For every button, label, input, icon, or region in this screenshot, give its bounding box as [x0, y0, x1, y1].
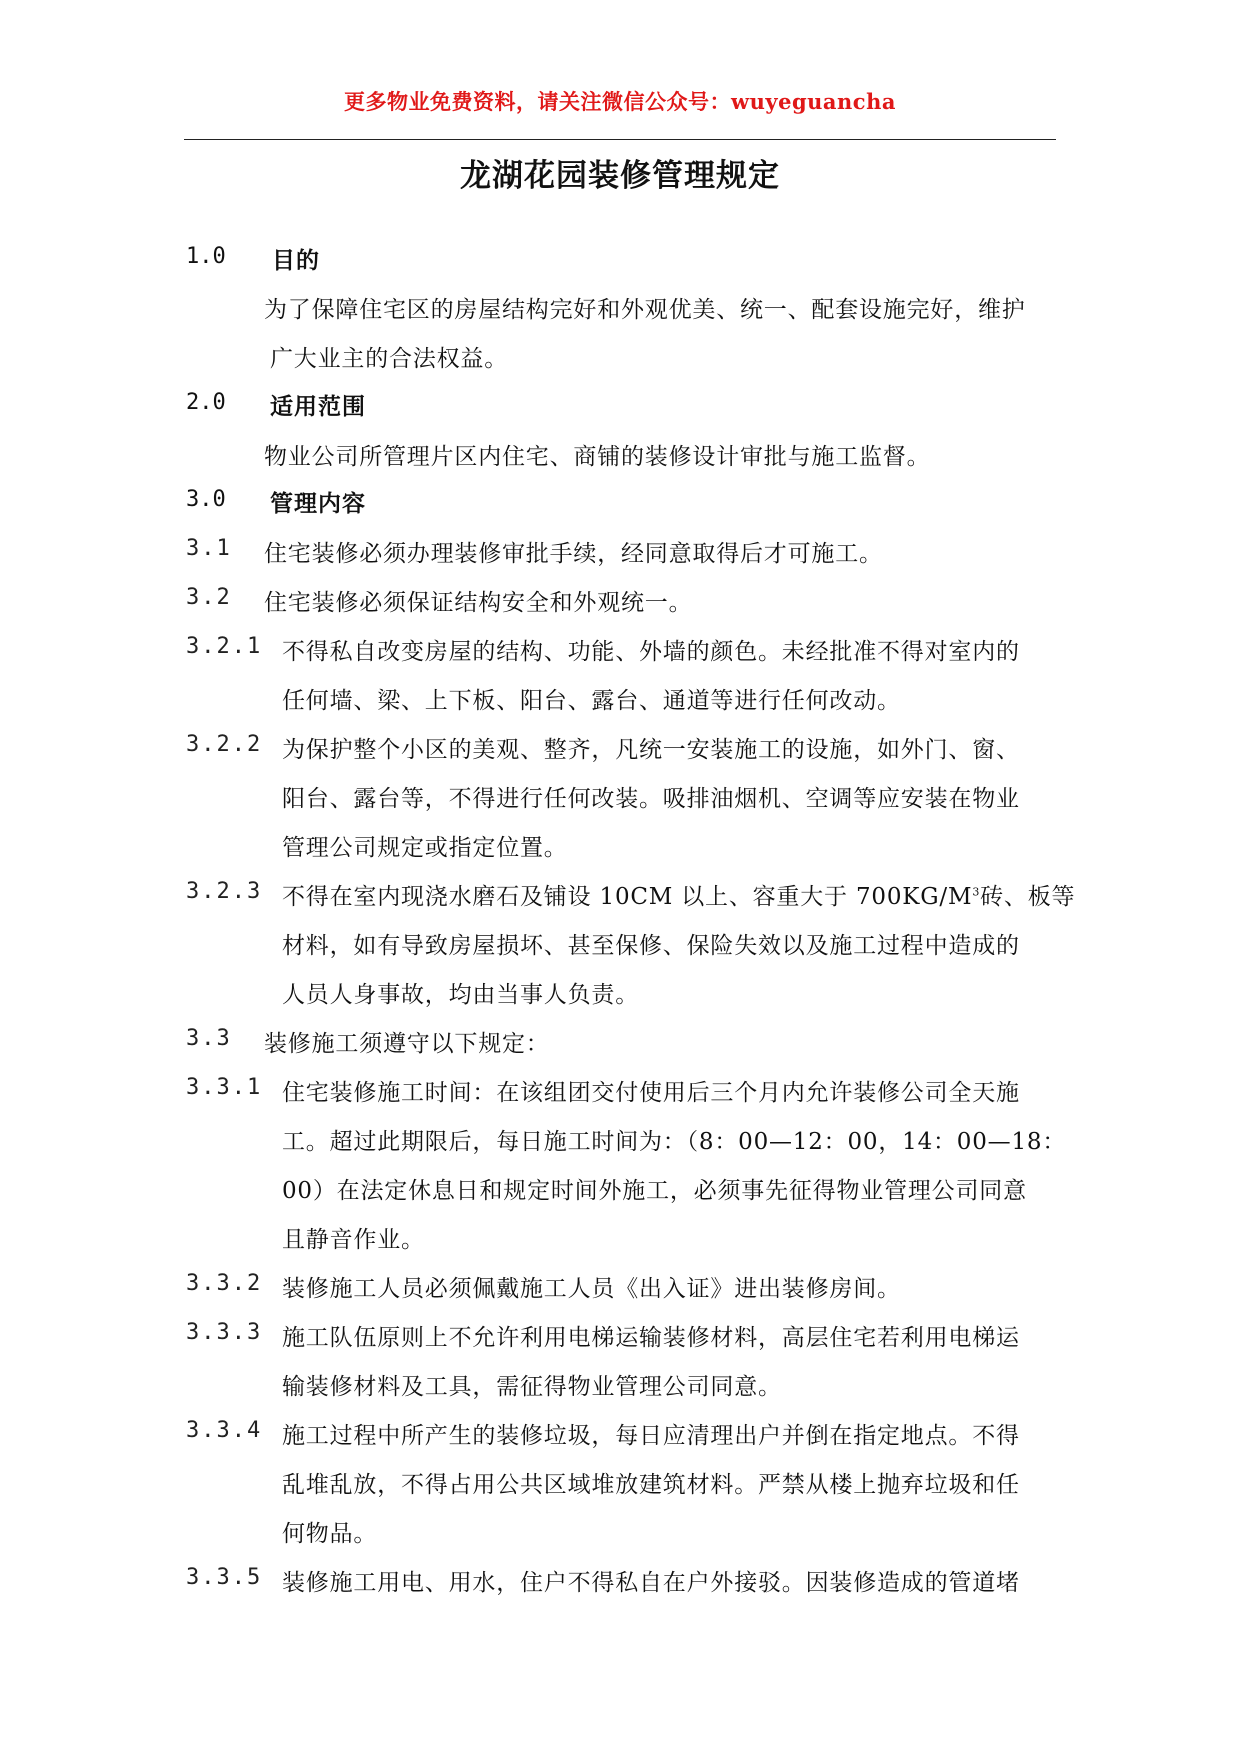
clause-number: 3.3.1: [186, 1075, 263, 1100]
paragraph-line: 不得私自改变房屋的结构、功能、外墙的颜色。未经批准不得对室内的: [282, 639, 1020, 665]
paragraph-line: 何物品。: [282, 1521, 378, 1547]
paragraph-line: 住宅装修施工时间：在该组团交付使用后三个月内允许装修公司全天施: [282, 1080, 1020, 1106]
paragraph-line: 装修施工人员必须佩戴施工人员《出入证》进出装修房间。: [282, 1276, 901, 1302]
clause-number: 3.3.5: [186, 1565, 263, 1590]
paragraph-line: 为保护整个小区的美观、整齐，凡统一安装施工的设施，如外门、窗、: [282, 737, 1020, 763]
paragraph-line: 00）在法定休息日和规定时间外施工，必须事先征得物业管理公司同意: [282, 1178, 1027, 1204]
header-note: 更多物业免费资料，请关注微信公众号：wuyeguancha: [344, 89, 896, 114]
paragraph-line: 住宅装修必须保证结构安全和外观统一。: [264, 590, 693, 616]
paragraph-line: 乱堆乱放，不得占用公共区域堆放建筑材料。严禁从楼上抛弃垃圾和任: [282, 1472, 1020, 1498]
section-number: 2.0: [186, 390, 226, 415]
header-divider: [184, 139, 1056, 140]
paragraph-line: 物业公司所管理片区内住宅、商铺的装修设计审批与施工监督。: [264, 444, 931, 470]
clause-number: 3.2: [186, 585, 232, 610]
paragraph-line: 阳台、露台等，不得进行任何改装。吸排油烟机、空调等应安装在物业: [282, 786, 1020, 812]
section-title: 目的: [272, 248, 320, 274]
paragraph-line: 任何墙、梁、上下板、阳台、露台、通道等进行任何改动。: [282, 688, 901, 714]
text-segment: 砖、板等: [980, 884, 1076, 910]
section-title: 适用范围: [270, 394, 366, 420]
section-number: 1.0: [186, 244, 226, 269]
paragraph-line: [282, 878, 1075, 911]
text-segment: 不得在室内现浇水磨石及铺设 10CM 以上、容重大于 700KG/M: [282, 884, 973, 910]
document-title: 龙湖花园装修管理规定: [460, 158, 780, 194]
paragraph-line: 装修施工须遵守以下规定：: [264, 1031, 550, 1057]
paragraph-line: 施工过程中所产生的装修垃圾，每日应清理出户并倒在指定地点。不得: [282, 1423, 1020, 1449]
paragraph-line: 为了保障住宅区的房屋结构完好和外观优美、统一、配套设施完好，维护: [264, 297, 1026, 323]
clause-number: 3.2.3: [186, 879, 263, 904]
clause-number: 3.2.1: [186, 634, 263, 659]
section-number: 3.0: [186, 487, 226, 512]
paragraph-line: 住宅装修必须办理装修审批手续，经同意取得后才可施工。: [264, 541, 883, 567]
paragraph-line: 材料，如有导致房屋损坏、甚至保修、保险失效以及施工过程中造成的: [282, 933, 1020, 959]
paragraph-line: 工。超过此期限后，每日施工时间为：（8：00—12：00，14：00—18：: [282, 1129, 1067, 1155]
paragraph-line: 人员人身事故，均由当事人负责。: [282, 982, 639, 1008]
paragraph-line: 装修施工用电、用水，住户不得私自在户外接驳。因装修造成的管道堵: [282, 1570, 1020, 1596]
clause-number: 3.2.2: [186, 732, 263, 757]
paragraph-line: 且静音作业。: [282, 1227, 425, 1253]
clause-number: 3.3: [186, 1026, 232, 1051]
superscript: 3: [972, 885, 981, 899]
section-title: 管理内容: [270, 491, 366, 517]
paragraph-line: 广大业主的合法权益。: [270, 346, 508, 372]
clause-number: 3.3.2: [186, 1271, 263, 1296]
paragraph-line: 输装修材料及工具，需征得物业管理公司同意。: [282, 1374, 782, 1400]
clause-number: 3.1: [186, 536, 232, 561]
paragraph-line: 管理公司规定或指定位置。: [282, 835, 568, 861]
clause-number: 3.3.4: [186, 1418, 263, 1443]
clause-number: 3.3.3: [186, 1320, 263, 1345]
paragraph-line: 施工队伍原则上不允许利用电梯运输装修材料，高层住宅若利用电梯运: [282, 1325, 1020, 1351]
